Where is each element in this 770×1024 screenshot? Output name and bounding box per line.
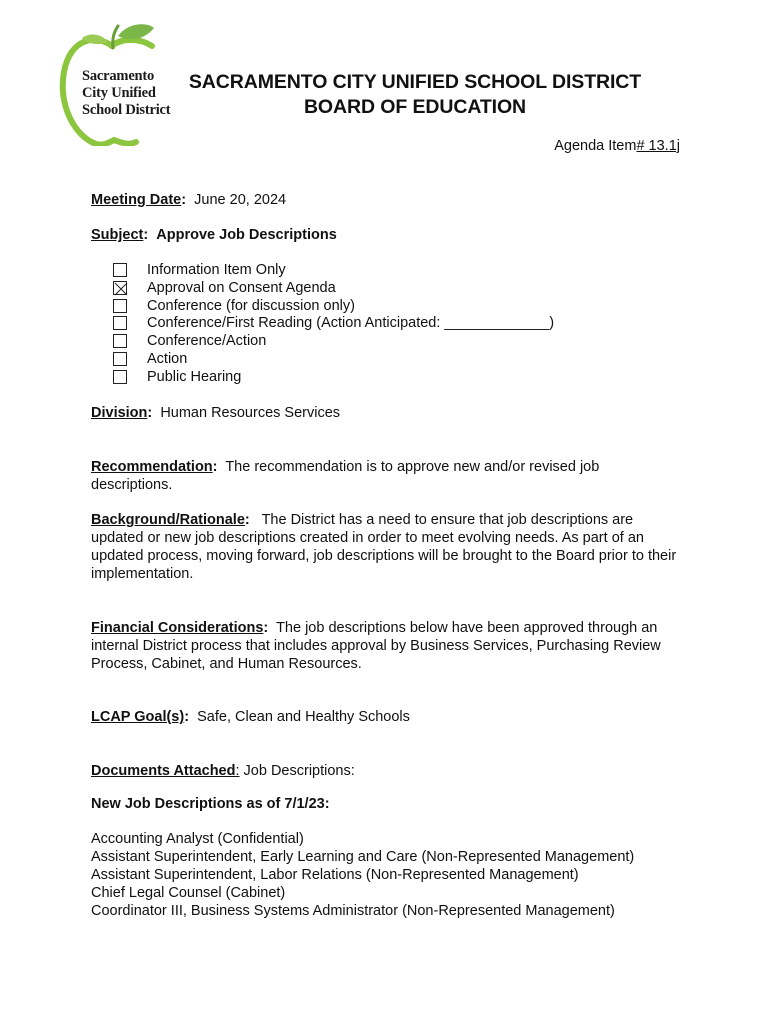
checkbox[interactable] [113,316,127,330]
recommendation-label: Recommendation [91,459,213,475]
lcap-label: LCAP Goal(s) [91,709,185,725]
option-row [113,314,554,332]
new-jobs-list [91,830,681,920]
list-item: Accounting Analyst (Confidential) [91,831,304,847]
option-row [113,261,286,279]
agenda-item-prefix: Agenda Item [554,138,637,154]
option-label: Public Hearing [147,368,242,385]
meeting-date-label: Meeting Date [91,192,182,208]
recommendation: Recommendation: The recommendation is to approve new and/or revised job descriptions. [91,459,600,493]
subject-value: Approve Job Descriptions [156,227,337,243]
list-item: Coordinator III, Business Systems Administrator (Non-Represented Management) [91,903,615,919]
division: Division: Human Resources Services [91,405,341,421]
logo-text [82,68,170,119]
financial-considerations: Financial Considerations: The job descriptions below have been approved through an internal District process that includes approval by Business Services, Purchasing Review Process, Cabinet, and Human Resources. [91,620,661,672]
meeting-date-value: June 20, 2024 [194,192,287,208]
lcap-goals: LCAP Goal(s): Safe, Clean and Healthy Schools [91,709,410,725]
new-jobs-heading: New Job Descriptions as of 7/1/23: [91,796,330,812]
recommendation-text: The recommendation is to approve new and/or revised job descriptions. [91,459,600,493]
subject-label: Subject [91,227,144,243]
document-title-line-1: SACRAMENTO CITY UNIFIED SCHOOL DISTRICT [188,71,642,93]
checkbox[interactable] [113,299,127,313]
option-row [113,297,355,315]
option-label: Action [147,351,188,367]
option-row [113,368,241,386]
documents-label: Documents Attached [91,763,236,779]
agenda-item-number: # 13.1j [636,138,680,154]
checkbox[interactable] [113,370,127,384]
logo-line-1: Sacramento [82,68,155,84]
option-label: Conference/Action [147,333,267,350]
option-label: Conference/First Reading (Action Anticipated: _____________) [147,315,555,332]
agenda-item [554,138,680,154]
division-value: Human Resources Services [160,405,341,421]
option-row [113,350,187,368]
documents-value: Job Descriptions: [243,763,355,779]
division-label: Division [91,405,148,421]
checkbox[interactable] [113,352,127,366]
meeting-date: Meeting Date: June 20, 2024 [91,192,287,208]
lcap-value: Safe, Clean and Healthy Schools [197,709,410,725]
documents-attached: Documents Attached: Job Descriptions: [91,763,355,779]
background-rationale: Background/Rationale: The District has a need to ensure that job descriptions are updated or new job descriptions created in order to meet evolving needs. As part of an updated process, moving forward, job descriptions will be brought to the Board prior to their implementation. [91,512,677,582]
subject: Subject: Approve Job Descriptions [91,227,337,243]
document-title-line-2: BOARD OF EDUCATION [303,96,527,118]
checkbox[interactable] [113,334,127,348]
financial-text: The job descriptions below have been approved through an internal District process that includes approval by Business Services, Purchasing Review Process, Cabinet, and Human Resources. [91,620,661,672]
x-mark-icon [114,282,128,296]
financial-label: Financial Considerations [91,620,264,636]
logo-line-3: School District [82,102,171,118]
list-item: Assistant Superintendent, Labor Relations (Non-Represented Management) [91,867,579,883]
option-row [113,279,336,297]
checked-checkbox[interactable] [113,281,127,295]
list-item: Assistant Superintendent, Early Learning and Care (Non-Represented Management) [91,849,635,865]
option-label: Information Item Only [147,262,286,278]
logo-line-2: City Unified [82,85,156,101]
background-label: Background/Rationale [91,512,245,528]
list-item: Chief Legal Counsel (Cabinet) [91,885,286,901]
option-label: Conference (for discussion only) [147,297,355,314]
background-text: The District has a need to ensure that job descriptions are updated or new job descriptions created in order to meet evolving needs. As part of an updated process, moving forward, job descriptions will be brought to the Board prior to their implementation. [91,512,677,582]
option-row [113,332,266,350]
checkbox[interactable] [113,263,127,277]
option-label: Approval on Consent Agenda [147,279,336,296]
